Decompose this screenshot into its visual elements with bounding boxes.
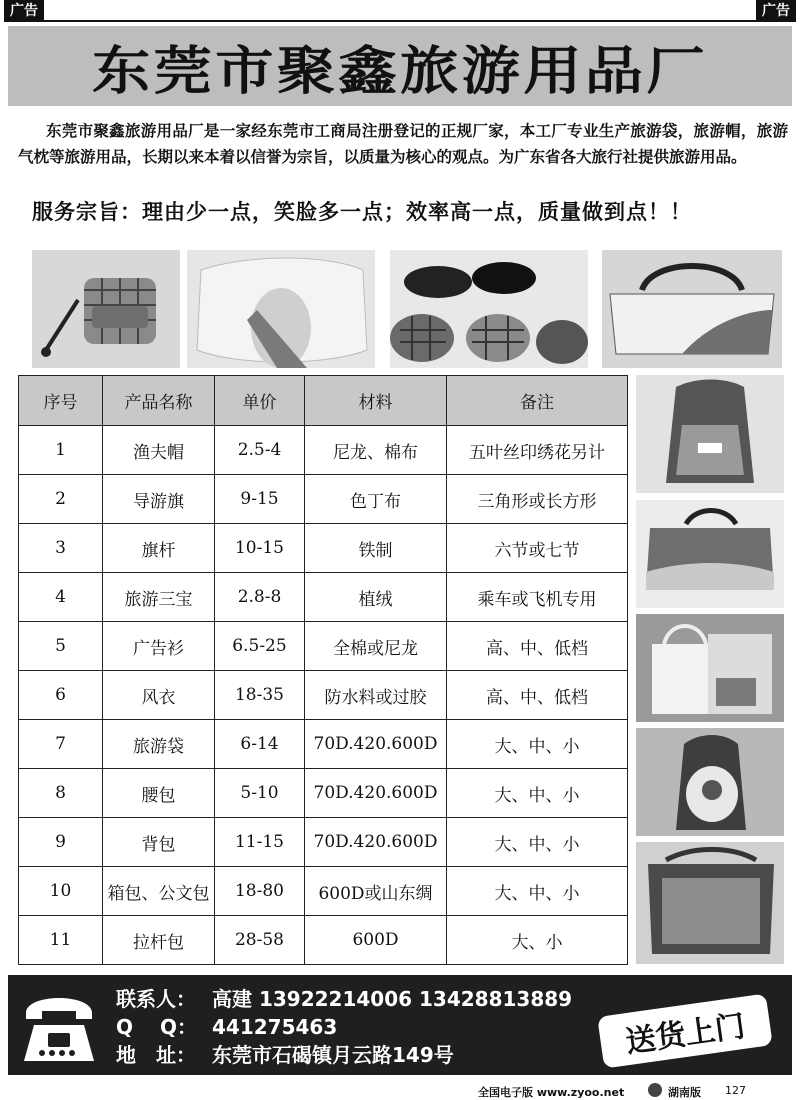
backpack-image [636,375,784,493]
row-note: 六节或七节 [447,524,628,573]
table-row [19,916,628,965]
trolley-bag-image [32,250,180,368]
row-note: 三角形或长方形 [447,475,628,524]
row-material: 尼龙、棉布 [305,426,447,475]
website-text: 全国电子版 www.zyoo.net [478,1086,625,1099]
ad-label-right: 广告 [756,0,796,22]
row-price: 5-10 [215,769,305,818]
row-note: 高、中、低档 [447,622,628,671]
row-note: 大、中、小 [447,867,628,916]
publication-logo-icon [648,1083,662,1097]
row-product: 风衣 [103,671,215,720]
row-index: 3 [19,524,103,573]
row-material: 70D.420.600D [305,818,447,867]
table-row [19,573,628,622]
table-header-row [19,376,628,426]
row-price: 28-58 [215,916,305,965]
tote-bags-image [636,614,784,722]
row-price: 2.8-8 [215,573,305,622]
row-product: 箱包、公文包 [103,867,215,916]
ad-label-left: 广告 [4,0,44,22]
row-material: 70D.420.600D [305,720,447,769]
row-product: 腰包 [103,769,215,818]
duffel-bag-photo [602,250,782,368]
row-price: 9-15 [215,475,305,524]
contact-info [116,985,572,1069]
table-row [19,622,628,671]
row-note: 大、中、小 [447,818,628,867]
row-price: 10-15 [215,524,305,573]
row-product: 背包 [103,818,215,867]
row-index: 6 [19,671,103,720]
row-note: 大、小 [447,916,628,965]
contact-person-label: 联系人： [116,987,196,1011]
duffel-bag-image [602,250,782,368]
kids-backpack-image [636,728,784,836]
row-index: 10 [19,867,103,916]
contact-person-value: 高建 13922214006 13428813889 [212,987,573,1011]
neck-pillow-photo [187,250,375,368]
row-price: 18-80 [215,867,305,916]
trolley-bag-photo [32,250,180,368]
row-material: 70D.420.600D [305,769,447,818]
top-rule [4,20,796,22]
header-product: 产品名称 [103,376,215,426]
row-material: 600D或山东绸 [305,867,447,916]
company-intro: 东莞市聚鑫旅游用品厂是一家经东莞市工商局注册登记的正规厂家，本工厂专业生产旅游袋，旅游帽，旅游气枕等旅游用品，长期以来本着以信誉为宗旨，以质量为核心的观点。为广东省各大旅行社提供旅游用品。 [18,122,788,166]
row-product: 旅游袋 [103,720,215,769]
row-material: 防水料或过胶 [305,671,447,720]
hats-photo [390,250,588,368]
sports-bag-photo [636,500,784,608]
row-note: 大、中、小 [447,720,628,769]
backpack-photo [636,375,784,493]
table-row [19,867,628,916]
ad-page [4,0,796,1080]
address-label: 地 址： [116,1043,196,1067]
table-row [19,720,628,769]
contact-footer [8,975,792,1075]
row-material: 全棉或尼龙 [305,622,447,671]
table-row [19,671,628,720]
phone-icon [20,985,98,1065]
page-footer [0,1082,800,1100]
row-index: 11 [19,916,103,965]
row-price: 6-14 [215,720,305,769]
table-row [19,818,628,867]
header-index: 序号 [19,376,103,426]
qq-value: 441275463 [212,1015,338,1039]
tote-bags-photo [636,614,784,722]
kids-backpack-photo [636,728,784,836]
row-material: 铁制 [305,524,447,573]
table-row [19,426,628,475]
table-row [19,475,628,524]
service-slogan: 服务宗旨：理由少一点，笑脸多一点；效率高一点，质量做到点！！ [32,200,692,224]
row-price: 6.5-25 [215,622,305,671]
address-value: 东莞市石碣镇月云路149号 [212,1043,454,1067]
title-banner [8,26,792,106]
row-product: 拉杆包 [103,916,215,965]
company-title: 东莞市聚鑫旅游用品厂 [91,41,709,102]
row-index: 1 [19,426,103,475]
row-product: 广告衫 [103,622,215,671]
row-note: 大、中、小 [447,769,628,818]
delivery-badge: 送货上门 [597,993,773,1068]
row-note: 高、中、低档 [447,671,628,720]
neck-pillow-image [187,250,375,368]
cooler-bag-photo [636,842,784,964]
bucket-hats-image [390,250,588,368]
header-material: 材料 [305,376,447,426]
row-index: 9 [19,818,103,867]
row-index: 7 [19,720,103,769]
row-price: 2.5-4 [215,426,305,475]
page-number: 127 [725,1084,746,1097]
qq-label: Q Q： [116,1015,197,1039]
row-price: 18-35 [215,671,305,720]
row-index: 5 [19,622,103,671]
row-product: 导游旗 [103,475,215,524]
price-table [18,375,628,965]
table-row [19,524,628,573]
row-product: 渔夫帽 [103,426,215,475]
row-price: 11-15 [215,818,305,867]
row-note: 五叶丝印绣花另计 [447,426,628,475]
row-index: 8 [19,769,103,818]
contact-person-row [116,985,572,1013]
table-row [19,769,628,818]
row-material: 植绒 [305,573,447,622]
row-material: 色丁布 [305,475,447,524]
row-index: 2 [19,475,103,524]
row-product: 旅游三宝 [103,573,215,622]
header-price: 单价 [215,376,305,426]
edition-label: 湖南版 [668,1086,701,1099]
sports-bag-image [636,500,784,608]
qq-row [116,1013,572,1041]
cooler-bag-image [636,842,784,964]
row-index: 4 [19,573,103,622]
row-material: 600D [305,916,447,965]
address-row [116,1041,572,1069]
header-note: 备注 [447,376,628,426]
row-note: 乘车或飞机专用 [447,573,628,622]
row-product: 旗杆 [103,524,215,573]
